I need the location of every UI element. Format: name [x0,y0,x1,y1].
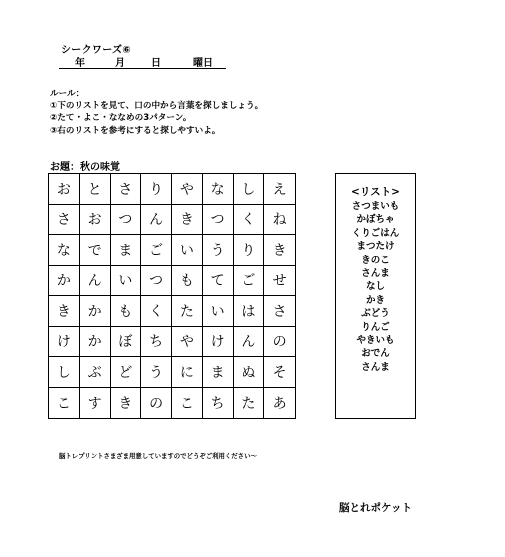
year-label: 年 [75,58,85,69]
grid-cell[interactable]: ね [264,205,295,236]
grid-cell[interactable]: ち [141,327,172,358]
grid-cell[interactable]: ち [203,388,234,419]
grid-cell[interactable]: に [172,357,203,388]
grid-cell[interactable]: く [234,205,265,236]
grid-cell[interactable]: き [172,205,203,236]
grid-cell[interactable]: ご [234,266,265,297]
word-list-item: おでん [361,348,390,360]
grid-cell[interactable]: の [264,327,295,358]
grid-cell[interactable]: き [264,235,295,266]
grid-cell[interactable]: い [172,235,203,266]
rules-section [50,88,263,137]
weekday-label: 曜日 [193,58,213,69]
grid-cell[interactable]: は [234,296,265,327]
grid-cell[interactable]: の [141,388,172,419]
grid-cell[interactable]: か [49,266,80,297]
grid-cell[interactable]: こ [172,388,203,419]
grid-cell[interactable]: や [172,327,203,358]
grid-cell[interactable]: こ [49,388,80,419]
grid-cell[interactable]: さ [264,296,295,327]
word-list-item: さんま [361,361,390,373]
grid-cell[interactable]: ご [141,235,172,266]
word-list-item: ぶどう [361,308,390,320]
grid-cell[interactable]: た [234,388,265,419]
date-line [59,54,226,69]
grid-cell[interactable]: す [80,388,111,419]
word-list-item: さつまいも [351,201,400,212]
word-list-item: きのこ [361,254,390,266]
word-list-item: まつたけ [356,241,395,253]
grid-cell[interactable]: な [49,235,80,266]
grid-cell[interactable]: ぶ [80,357,111,388]
word-list-item: かぼちゃ [356,214,395,226]
grid-cell[interactable]: き [49,296,80,327]
sheet-title: シークワーズ⑥ [61,45,132,56]
grid-cell[interactable]: ぬ [234,357,265,388]
word-list-item: りんご [361,321,390,333]
grid-cell[interactable]: つ [141,266,172,297]
grid-cell[interactable]: お [80,205,111,236]
month-label: 月 [115,58,125,69]
grid-cell[interactable]: も [172,266,203,297]
grid-cell[interactable]: さ [111,174,142,205]
grid-cell[interactable]: ど [111,357,142,388]
grid-cell[interactable]: け [49,327,80,358]
grid-cell[interactable]: う [203,235,234,266]
grid-cell[interactable]: う [141,357,172,388]
puzzle-theme: お題：秋の味覚 [50,162,120,173]
grid-cell[interactable]: く [141,296,172,327]
grid-cell[interactable]: い [203,296,234,327]
grid-cell[interactable]: り [234,235,265,266]
grid-cell[interactable]: し [49,357,80,388]
rule-line-3: ③右のリストを参考にすると探しやすいよ。 [50,125,221,136]
grid-cell[interactable]: と [80,174,111,205]
grid-cell[interactable]: な [203,174,234,205]
grid-cell[interactable]: お [49,174,80,205]
grid-cell[interactable]: ん [80,266,111,297]
rules-heading: ルール： [50,89,85,99]
word-list-item: くりごはん [351,227,400,239]
grid-cell[interactable]: も [111,296,142,327]
word-list-item: なし [365,281,385,293]
grid-cell[interactable]: そ [264,357,295,388]
grid-cell[interactable]: つ [203,205,234,236]
grid-cell[interactable]: か [80,296,111,327]
grid-cell[interactable]: た [172,296,203,327]
grid-cell[interactable]: ん [234,327,265,358]
grid-cell[interactable]: や [172,174,203,205]
word-list-item: かき [365,294,385,306]
grid-cell[interactable]: ぼ [111,327,142,358]
grid-cell[interactable]: か [80,327,111,358]
grid-cell[interactable]: あ [272,395,287,412]
grid-cell[interactable]: さ [49,205,80,236]
word-list-box [335,173,416,419]
day-label: 日 [151,58,161,69]
grid-cell[interactable]: せ [264,266,295,297]
grid-cell[interactable]: つ [111,205,142,236]
brand-name: 脳とれポケット [339,502,412,514]
rule-line-2: ②たて・よこ・ななめの3パターン。 [50,113,192,124]
grid-cell[interactable]: い [111,266,142,297]
grid-cell[interactable]: で [80,235,111,266]
grid-cell[interactable]: ん [141,205,172,236]
footer-note: 脳トレプリントさまざま用意していますのでどうぞご利用ください～ [59,452,257,460]
rule-line-1: ①下のリストを見て、口の中から言葉を探しましょう。 [50,101,264,112]
word-list-item: さんま [361,268,390,280]
grid-cell[interactable]: え [264,174,295,205]
grid-cell[interactable]: て [203,266,234,297]
grid-cell[interactable]: り [141,174,172,205]
grid-cell[interactable]: け [203,327,234,358]
word-list-item: やきいも [356,335,395,347]
letter-grid [48,173,296,419]
grid-cell[interactable]: ま [203,357,234,388]
word-list-header: <リスト> [351,186,400,198]
grid-cell[interactable]: ま [111,235,142,266]
grid-cell[interactable]: き [111,388,142,419]
grid-cell[interactable]: し [234,174,265,205]
